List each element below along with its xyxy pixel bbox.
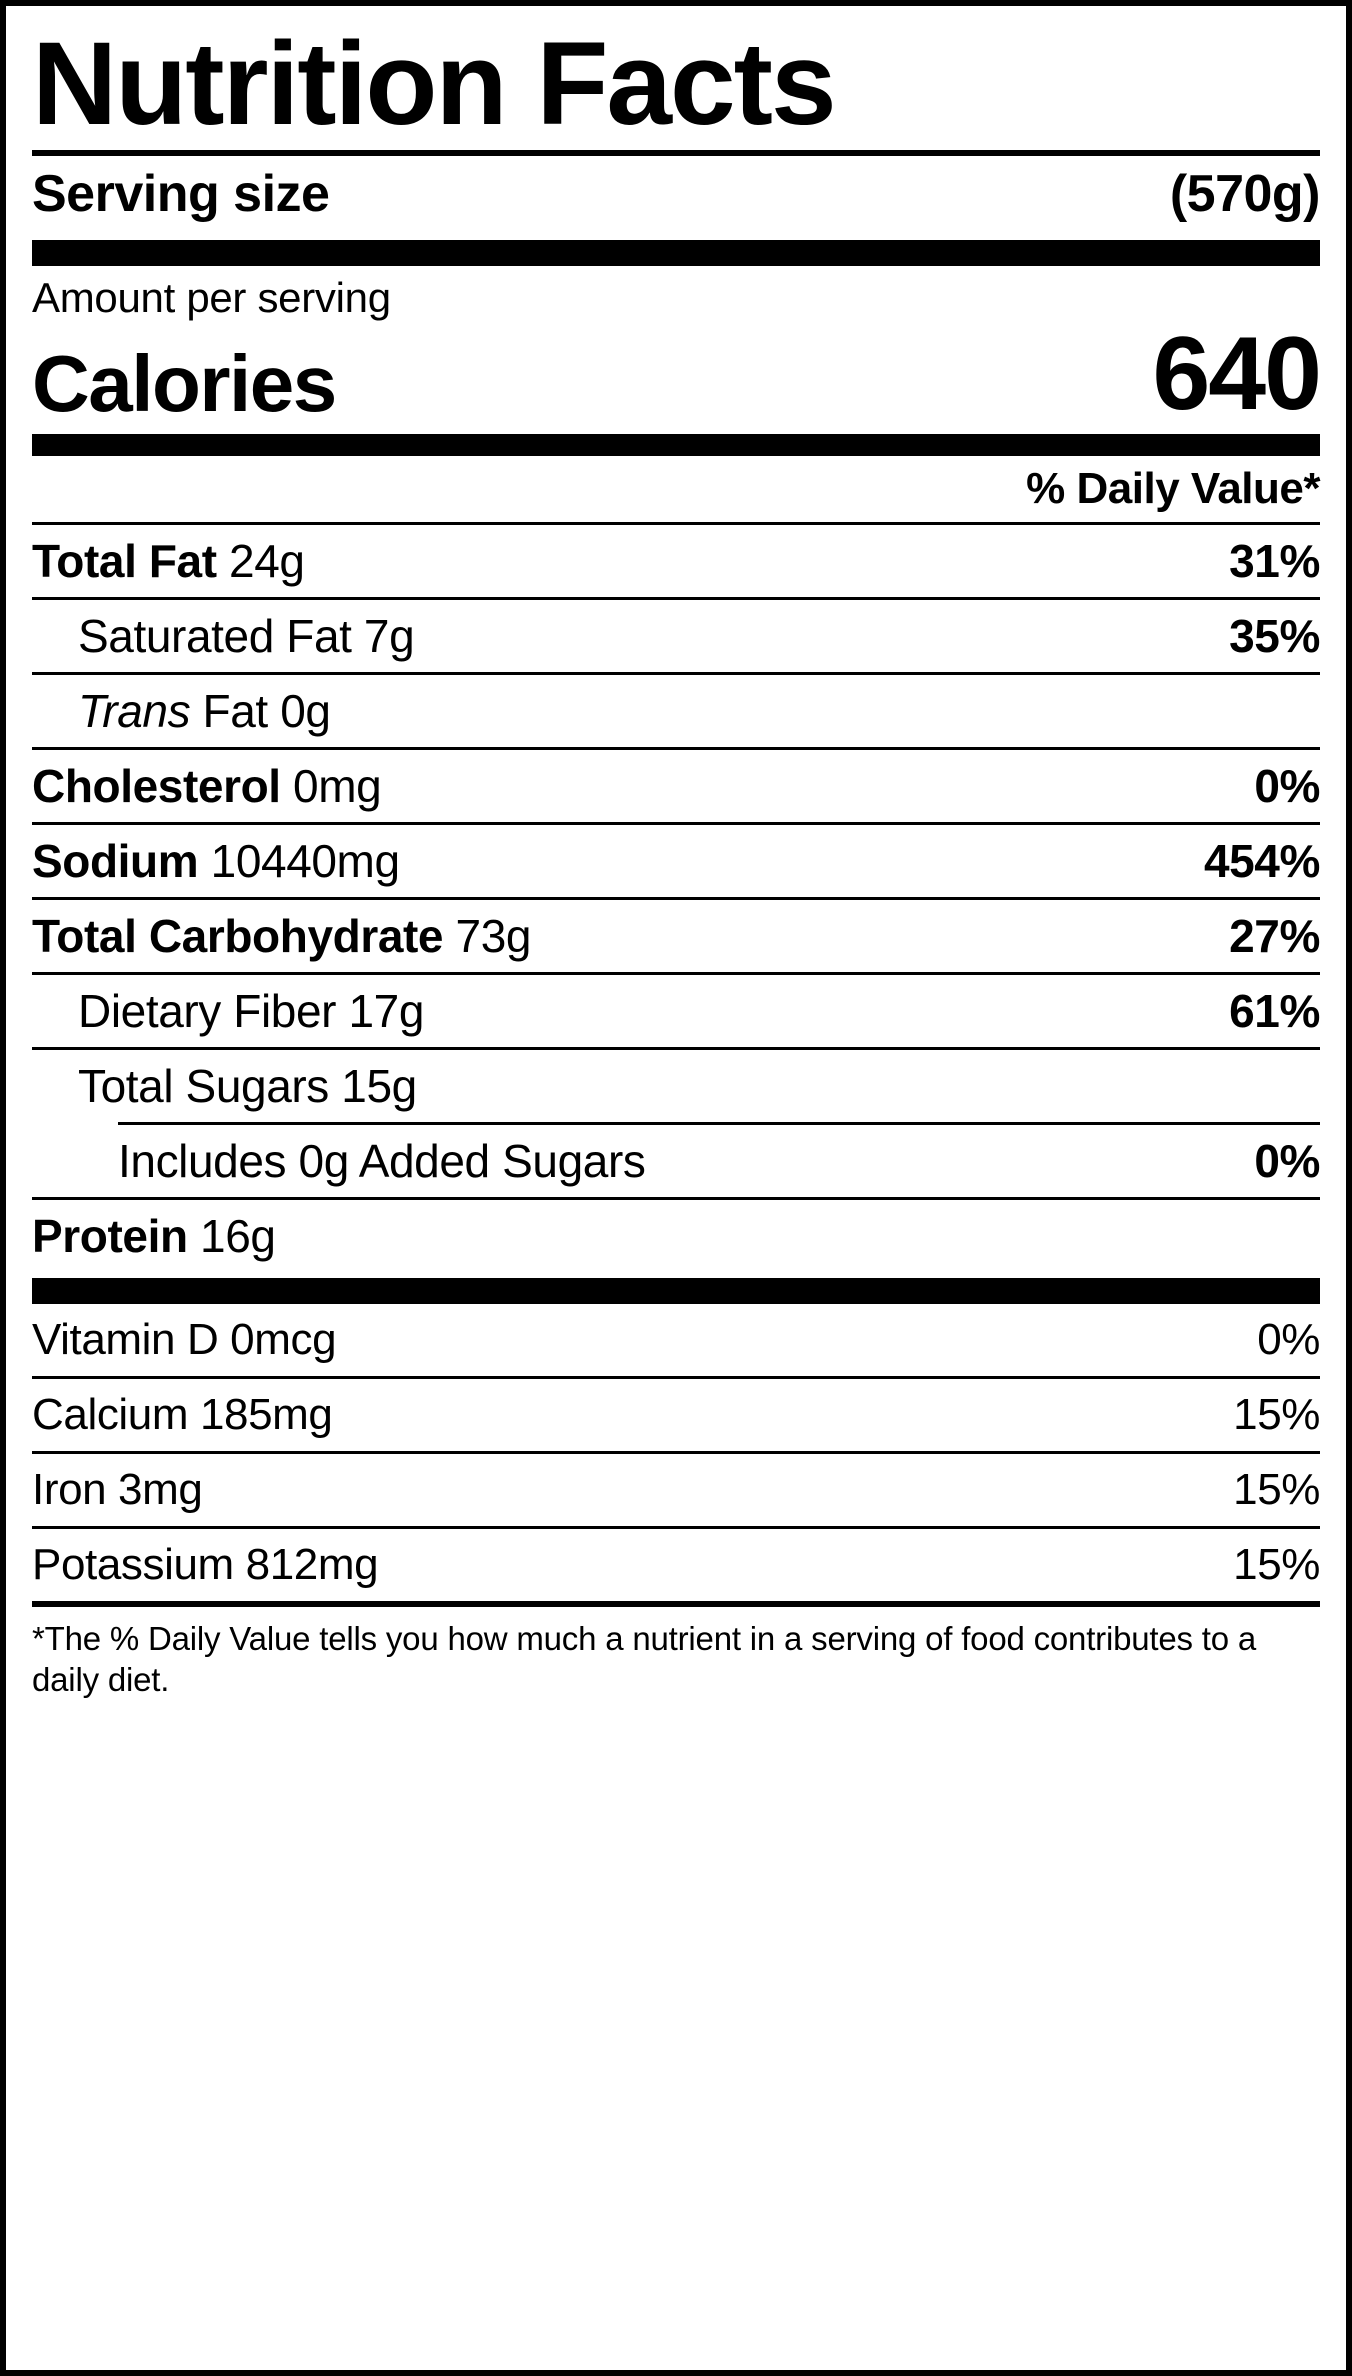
nutrient-pct-total-fat: 31% (1229, 535, 1320, 588)
nutrient-name-italic: Trans (78, 685, 191, 738)
divider-thick-top (32, 240, 1320, 266)
divider-thick-calories (32, 434, 1320, 456)
nutrient-name-sodium (32, 834, 400, 888)
nutrient-row-cholesterol (32, 750, 1320, 825)
nutrient-pct-total-carbohydrate: 27% (1229, 910, 1320, 963)
nutrient-name-bold: Total Carbohydrate (32, 910, 444, 963)
nutrient-name-total-fat (32, 534, 305, 588)
nutrient-pct-saturated-fat: 35% (1229, 610, 1320, 663)
vitamin-pct-iron: 15% (1233, 1465, 1320, 1515)
vitamin-row-vitamin-d (32, 1304, 1320, 1379)
nutrient-name-total-sugars: Total Sugars 15g (78, 1060, 417, 1113)
nutrient-name-bold: Sodium (32, 835, 199, 888)
calories-label: Calories (32, 339, 336, 429)
vitamin-row-calcium (32, 1379, 1320, 1454)
nutrient-name-bold: Total Fat (32, 535, 217, 588)
nutrient-name-added-sugars: Includes 0g Added Sugars (118, 1135, 646, 1188)
nutrient-row-trans-fat (32, 675, 1320, 750)
nutrient-row-total-sugars (32, 1050, 1320, 1122)
nutrient-row-total-carbohydrate (32, 900, 1320, 975)
daily-value-header: % Daily Value* (32, 456, 1320, 525)
nutrient-name-total-carbohydrate (32, 909, 531, 963)
vitamin-name-potassium: Potassium 812mg (32, 1540, 379, 1590)
nutrient-row-dietary-fiber (32, 975, 1320, 1050)
vitamin-pct-potassium: 15% (1233, 1540, 1320, 1590)
nutrient-name-dietary-fiber: Dietary Fiber 17g (78, 985, 425, 1038)
nutrient-name-bold: Protein (32, 1210, 188, 1263)
serving-size-row (32, 156, 1320, 234)
page-title: Nutrition Facts (32, 24, 1320, 156)
nutrient-pct-dietary-fiber: 61% (1229, 985, 1320, 1038)
calories-value: 640 (1152, 316, 1320, 433)
nutrient-row-saturated-fat (32, 600, 1320, 675)
nutrient-name-rest: 24g (216, 535, 305, 588)
divider-thick-vitamins (32, 1278, 1320, 1304)
nutrient-pct-cholesterol: 0% (1254, 760, 1320, 813)
nutrient-name-rest: 73g (443, 910, 532, 963)
vitamin-pct-vitamin-d: 0% (1257, 1315, 1320, 1365)
nutrient-pct-added-sugars: 0% (1254, 1135, 1320, 1188)
calories-row (32, 316, 1320, 433)
nutrient-name-cholesterol (32, 759, 381, 813)
serving-size-label: Serving size (32, 165, 330, 224)
nutrient-name-rest: 0mg (280, 760, 382, 813)
nutrient-name-saturated-fat: Saturated Fat 7g (78, 610, 415, 663)
vitamin-name-calcium: Calcium 185mg (32, 1390, 333, 1440)
nutrient-name-protein (32, 1210, 276, 1262)
daily-value-footnote: *The % Daily Value tells you how much a nutrient in a serving of food contributes to a daily diet. (32, 1620, 1257, 1698)
amount-per-serving-label: Amount per serving (32, 274, 391, 322)
vitamin-name-vitamin-d: Vitamin D 0mcg (32, 1315, 337, 1365)
nutrient-row-total-fat (32, 525, 1320, 600)
nutrient-name-rest: Fat 0g (190, 685, 331, 738)
nutrient-name-rest: 10440mg (198, 835, 400, 888)
vitamin-row-potassium (32, 1529, 1320, 1607)
vitamin-name-iron: Iron 3mg (32, 1465, 203, 1515)
serving-size-value: (570g) (1169, 165, 1320, 224)
nutrient-name-rest: 16g (187, 1210, 276, 1263)
vitamin-row-iron (32, 1454, 1320, 1529)
nutrient-name-trans-fat (78, 684, 331, 738)
vitamin-pct-calcium: 15% (1233, 1390, 1320, 1440)
nutrient-row-sodium (32, 825, 1320, 900)
nutrient-row-protein (32, 1200, 1320, 1272)
nutrient-name-bold: Cholesterol (32, 760, 281, 813)
nutrient-row-added-sugars (32, 1125, 1320, 1200)
nutrient-pct-sodium: 454% (1203, 835, 1320, 888)
